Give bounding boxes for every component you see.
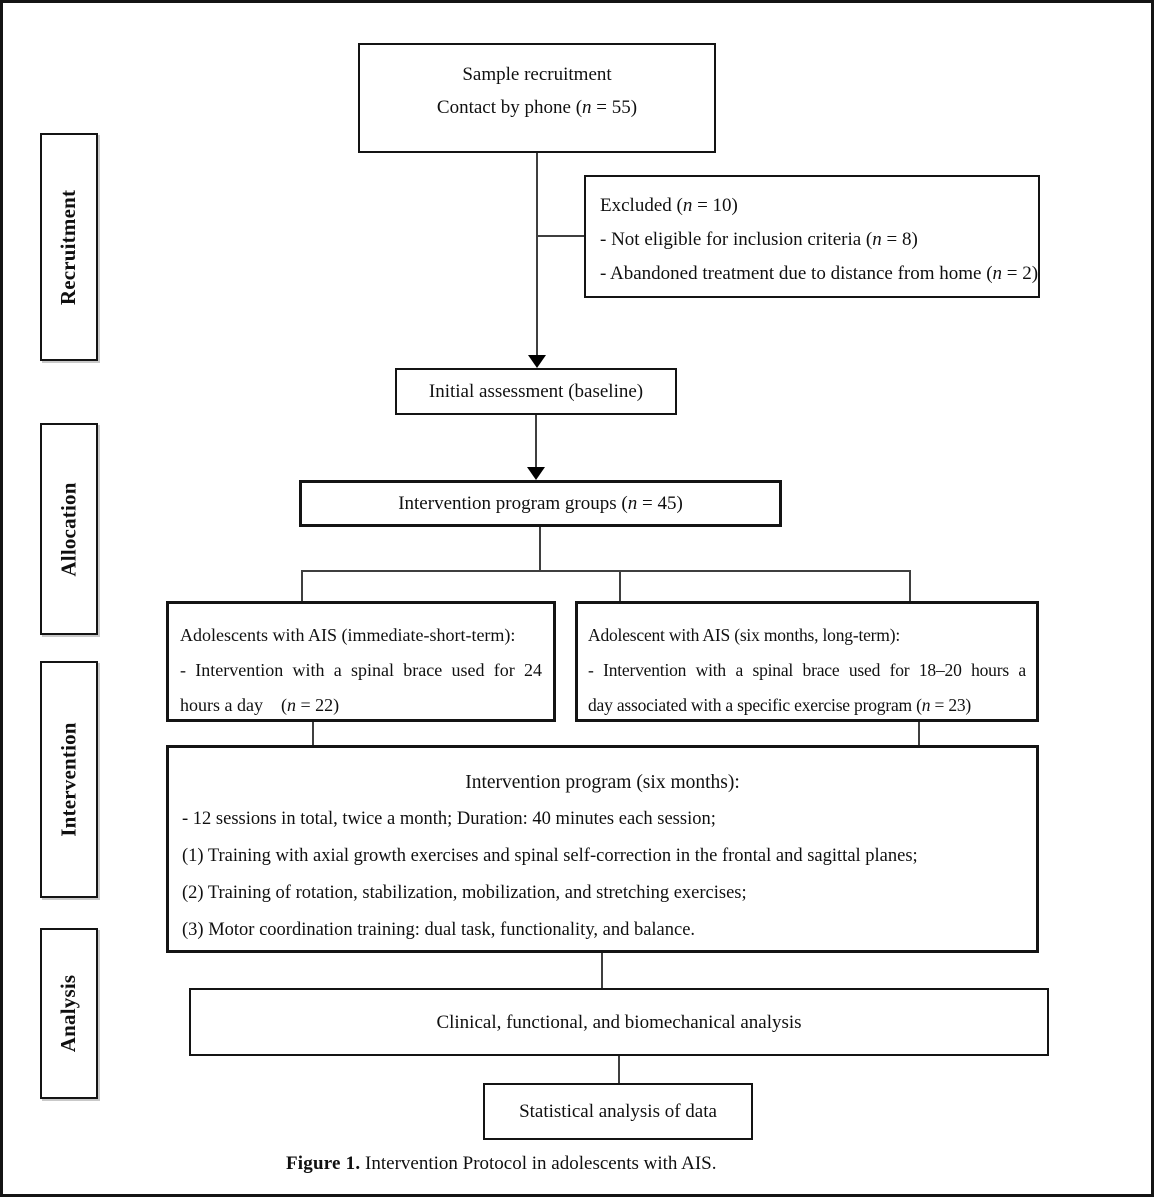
stage-label-intervention-text: Intervention xyxy=(56,722,81,837)
stage-label-recruitment xyxy=(40,133,98,361)
stage-label-intervention xyxy=(40,661,98,898)
stage-label-recruitment-text: Recruitment xyxy=(56,189,81,305)
sample-recruitment-line1: Sample recruitment xyxy=(462,64,612,85)
connector-drop-right-branch-inner xyxy=(619,570,621,601)
excluded-line2: - Not eligible for inclusion criteria (n = 8) xyxy=(600,229,918,250)
long-term-line2: - Intervention with a spinal brace used for 18–20 hours a xyxy=(588,660,1026,680)
statistical-analysis-text: Statistical analysis of data xyxy=(519,1101,717,1122)
long-term-group-box xyxy=(575,601,1039,722)
intervention-program-title: Intervention program (six months): xyxy=(465,772,740,793)
intervention-program-item1: - 12 sessions in total, twice a month; Duration: 40 minutes each session; xyxy=(182,809,716,829)
connector-drop-left-branch xyxy=(301,570,303,601)
intervention-groups-box xyxy=(299,480,782,527)
clinical-analysis-box xyxy=(189,988,1049,1056)
intervention-program-box xyxy=(166,745,1039,953)
stage-label-analysis-text: Analysis xyxy=(56,974,81,1053)
figure-caption-text: Intervention Protocol in adolescents with AIS. xyxy=(360,1153,717,1174)
connector-to-excluded xyxy=(537,235,584,237)
short-term-line1: Adolescents with AIS (immediate-short-term): xyxy=(180,625,516,645)
sample-recruitment-box xyxy=(358,43,716,153)
excluded-line3: - Abandoned treatment due to distance from home (n = 2) xyxy=(600,263,1039,284)
statistical-analysis-box xyxy=(483,1083,753,1140)
sample-recruitment-line2: Contact by phone (n = 55) xyxy=(436,97,638,118)
excluded-line1: Excluded (n = 10) xyxy=(600,195,738,216)
connector-sample-to-initial xyxy=(536,153,538,356)
short-term-line3: hours a day (n = 22) xyxy=(180,695,340,715)
down-arrowhead-groups xyxy=(527,467,545,480)
connector-program-to-clinical xyxy=(601,953,603,988)
initial-assessment-box xyxy=(395,368,677,415)
clinical-analysis-text: Clinical, functional, and biomechanical analysis xyxy=(436,1011,802,1033)
connector-clinical-to-statistical xyxy=(618,1056,620,1083)
figure-caption xyxy=(286,1153,716,1175)
excluded-box xyxy=(584,175,1040,298)
stage-label-analysis xyxy=(40,928,98,1099)
connector-right-branch-to-program xyxy=(918,722,920,745)
connector-groups-stub xyxy=(539,527,541,572)
intervention-program-item3: (2) Training of rotation, stabilization, mobilization, and stretching exercises; xyxy=(182,883,747,903)
figure-caption-label: Figure 1. xyxy=(286,1153,361,1174)
initial-assessment-text: Initial assessment (baseline) xyxy=(428,381,644,402)
long-term-line3: day associated with a specific exercise program (n = 23) xyxy=(588,695,972,715)
intervention-program-item2: (1) Training with axial growth exercises and spinal self-correction in the frontal and sagittal planes; xyxy=(182,846,918,866)
stage-label-allocation-text: Allocation xyxy=(56,481,81,577)
connector-initial-to-groups xyxy=(535,415,537,468)
short-term-line2: - Intervention with a spinal brace used for 24 xyxy=(180,660,542,680)
connector-branch-horizontal xyxy=(301,570,911,572)
long-term-line1: Adolescent with AIS (six months, long-term): xyxy=(588,625,901,645)
intervention-groups-text: Intervention program groups (n = 45) xyxy=(398,493,683,514)
connector-drop-right-branch-outer xyxy=(909,570,911,601)
intervention-program-item4: (3) Motor coordination training: dual task, functionality, and balance. xyxy=(182,920,696,940)
down-arrowhead-initial xyxy=(528,355,546,368)
connector-left-branch-to-program xyxy=(312,722,314,745)
stage-label-allocation xyxy=(40,423,98,635)
short-term-group-box xyxy=(166,601,556,722)
